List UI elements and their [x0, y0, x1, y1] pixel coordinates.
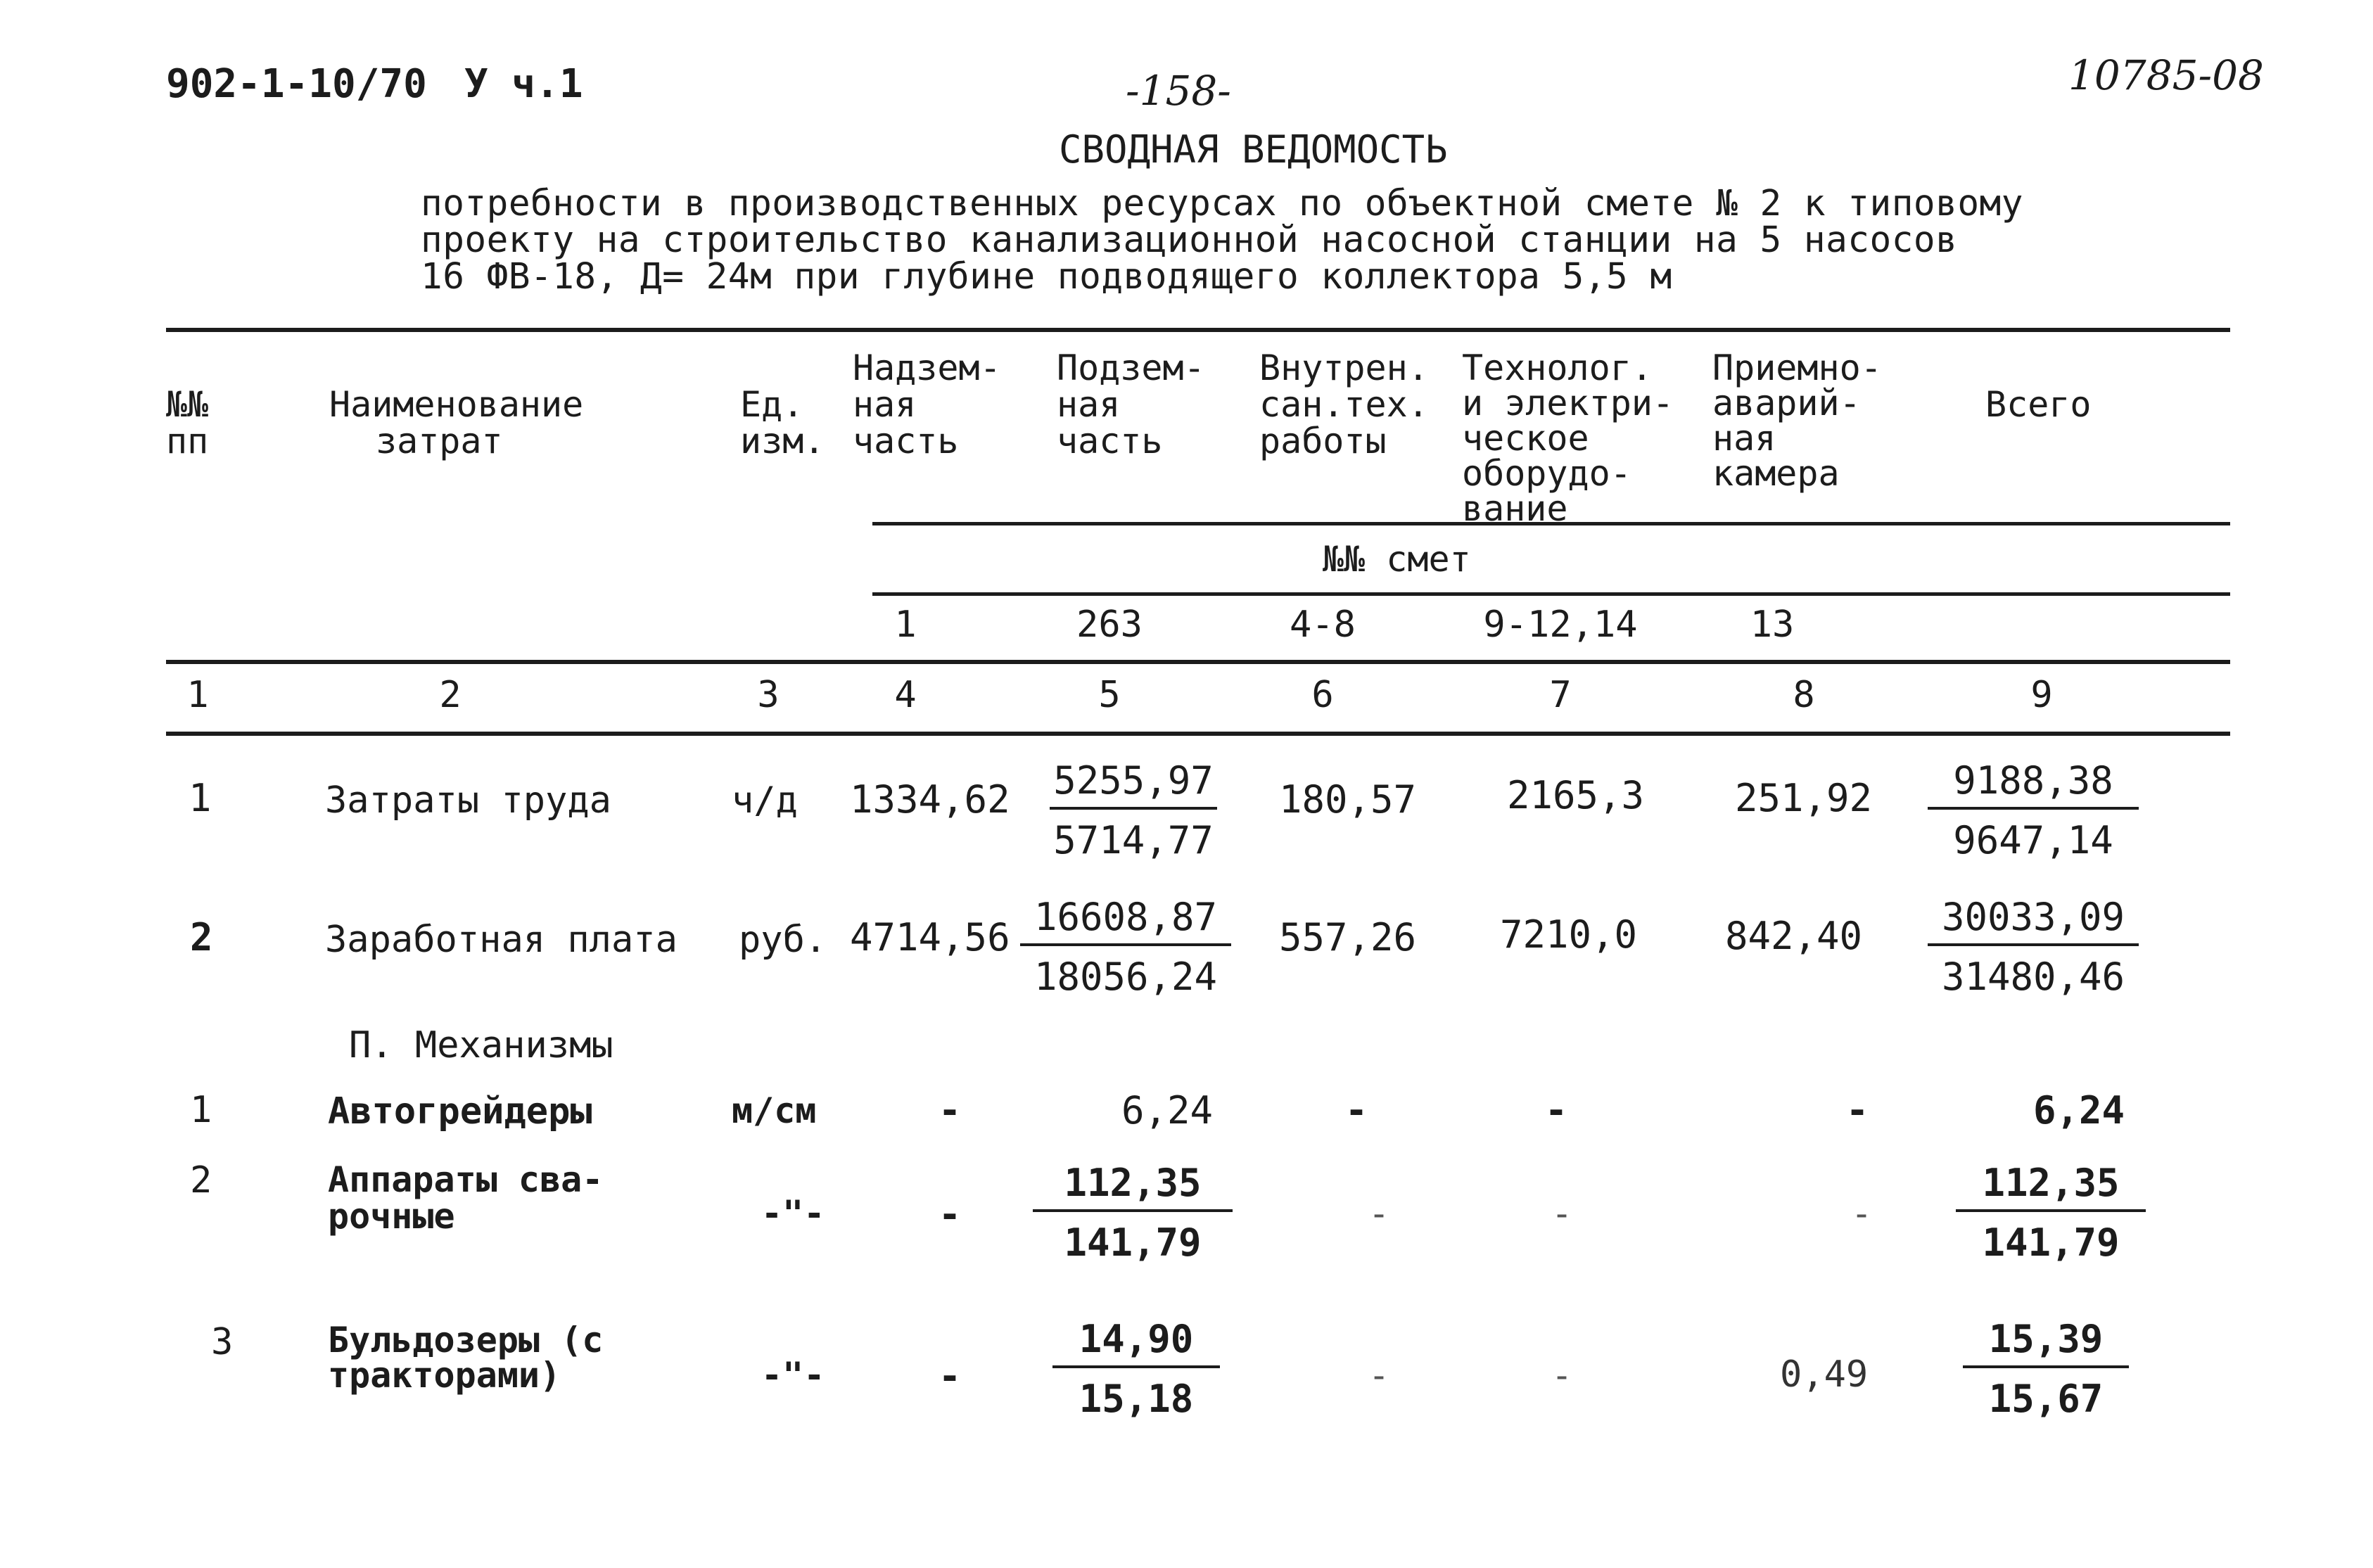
column-number: 1: [186, 674, 209, 716]
estimate-number: 9-12,14: [1483, 604, 1638, 646]
column-number: 5: [1098, 674, 1121, 716]
column-header-total: Всего: [1985, 384, 2092, 425]
archive-number: 10785-08: [2068, 51, 2264, 99]
page-number: -158-: [1126, 67, 1231, 115]
column-numbers-top-rule: [166, 660, 2230, 664]
section-label: П. Механизмы: [349, 1024, 613, 1066]
column-number: 9: [2030, 674, 2053, 716]
estimate-number: 4-8: [1290, 604, 1356, 646]
subtitle-line-3: 16 ФВ-18, Д= 24м при глубине подводящего коллектора 5,5 м: [421, 256, 1672, 298]
subtitle-line-1: потребности в производственных ресурсах по объектной смете № 2 к типовому: [421, 183, 2023, 224]
column-number: 8: [1793, 674, 1815, 716]
table-top-rule: [166, 328, 2230, 332]
column-number: 2: [439, 674, 462, 716]
estimate-number: 1: [894, 604, 917, 646]
column-numbers-bottom-rule: [166, 732, 2230, 736]
document-code: 902-1-10/70: [166, 61, 427, 107]
estimates-numbers-rule: [872, 592, 2230, 596]
column-number: 4: [894, 674, 917, 716]
document-part: У ч.1: [464, 61, 583, 107]
estimate-number: 263: [1076, 604, 1143, 646]
estimates-label: №№ смет: [1323, 539, 1471, 580]
subtitle-line-2: проекту на строительство канализационной насосной станции на 5 насосов: [421, 219, 1958, 261]
estimate-number: 13: [1750, 604, 1795, 646]
column-number: 3: [757, 674, 780, 716]
column-number: 7: [1549, 674, 1572, 716]
column-number: 6: [1311, 674, 1334, 716]
page-title: СВОДНАЯ ВЕДОМОСТЬ: [1059, 127, 1448, 172]
document-page: 902-1-10/70 У ч.1 -158- 10785-08 СВОДНАЯ ВЕДОМОСТЬ потребности в производственных ресурсах по объектной смете № 2 к типовому проекту на строительство канализационной насосной станции на 5 насосов 16 ФВ-18, Д= 24м при глубине подводящего коллектора 5,5 м №№ пп Наименование затрат Ед. изм. Надзем- ная часть Подзем- ная часть Внутрен. сан.тех. работы Технолог. и электри- ческое оборудо- вание Приемно- аварий- ная камера Всего №№ смет 1 263 4-8 9-12,14 13 1 2 3 4 5 6 7 8 9 1 Затраты труда ч/д 1334,62 $\frac{5255,97}{5714,77}$ 180,57 2165,3 251,92 $\frac{9188,38}{9647,14}$ 2 Заработная плата руб. 4714,56 $\frac{16608,87}{18056,24}$ 557,26 7210,0 842,40 $\frac{30033,09}{31480,46}$ П. Механизмы 1 Автогрейдеры м/см - 6,24 - - - 6,24 2 Аппараты сва- рочные -"- - $\frac{112,35}{141,79}$ - - - $\frac{112,35}{141,79}$ 3 Бульдозеры (с тракторами) -"- - $\frac{14,90}{15,18}$ - - 0,49 $\frac{15,39}{15,67}$: [166, 51, 2264, 1421]
